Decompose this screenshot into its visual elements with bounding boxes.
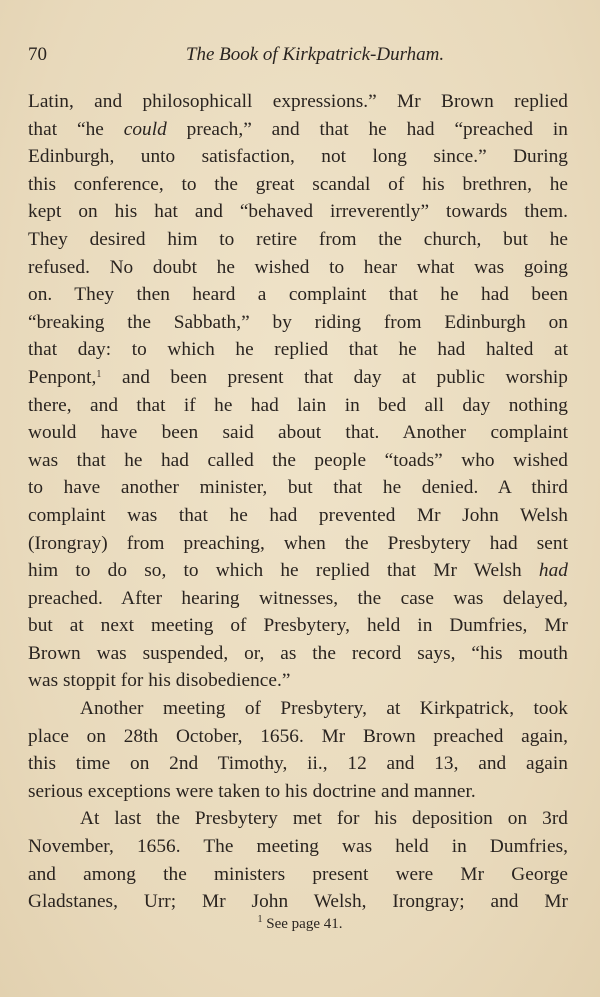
text-line <box>28 861 568 889</box>
footnote-text: See page 41. <box>262 916 343 932</box>
text-line <box>28 226 568 254</box>
text-line <box>28 585 568 613</box>
line-text: was stoppit for his disobedience.” <box>28 670 291 692</box>
line-text-rest: preach,” and that he had “preached in <box>166 118 568 140</box>
text-line <box>28 805 568 833</box>
page-header <box>28 44 572 74</box>
text-line <box>28 281 568 309</box>
text-line <box>28 612 568 640</box>
line-text: “breaking the Sabbath,” by riding from Edinburgh on <box>28 311 568 333</box>
text-line <box>28 171 568 199</box>
line-text: kept on his hat and “behaved irreverently” towards them. <box>28 201 568 223</box>
line-text: They desired him to retire from the church, but he <box>28 228 568 250</box>
line-text: but at next meeting of Presbytery, held in Dumfries, Mr <box>28 615 568 637</box>
line-text: to have another minister, but that he denied. A third <box>28 477 568 499</box>
line-text-rest: and been present that day at public worship <box>101 366 568 388</box>
emphasis: had <box>538 560 568 582</box>
text-line <box>28 667 568 695</box>
text-line <box>28 474 568 502</box>
line-text: on. They then heard a complaint that he had been <box>28 284 568 306</box>
line-text: this conference, to the great scandal of his brethren, he <box>28 173 568 195</box>
line-text: was that he had called the people “toads” who wished <box>28 449 568 471</box>
text-line <box>28 833 568 861</box>
text-line <box>28 530 568 558</box>
page-number: 70 <box>28 44 47 65</box>
footnote-reference: 1 <box>96 368 102 380</box>
line-text: November, 1656. The meeting was held in Dumfries, <box>28 836 568 858</box>
text-line <box>28 888 568 916</box>
line-text: Gladstanes, Urr; Mr John Welsh, Irongray; and Mr <box>28 891 568 913</box>
line-text: Brown was suspended, or, as the record says, “his mouth <box>28 642 568 664</box>
line-text: and among the ministers present were Mr George <box>28 863 568 885</box>
running-title: The Book of Kirkpatrick-Durham. <box>185 44 445 65</box>
text-line <box>28 336 568 364</box>
line-text: preached. After hearing witnesses, the case was delayed, <box>28 587 568 609</box>
line-text: this time on 2nd Timothy, ii., 12 and 13, and again <box>28 753 568 775</box>
text-line <box>28 88 568 116</box>
text-line <box>28 116 568 144</box>
text-line <box>28 143 568 171</box>
line-text: him to do so, to which he replied that Mr Welsh <box>28 560 539 582</box>
text-line <box>28 364 568 392</box>
line-text: (Irongray) from preaching, when the Presbytery had sent <box>28 532 568 554</box>
text-line <box>28 419 568 447</box>
text-line <box>28 502 568 530</box>
text-line <box>28 557 568 585</box>
text-line <box>28 695 568 723</box>
line-text: complaint was that he had prevented Mr John Welsh <box>28 504 568 526</box>
text-line <box>28 750 568 778</box>
line-text: would have been said about that. Another complaint <box>28 422 568 444</box>
line-text: Edinburgh, unto satisfaction, not long since.” During <box>28 146 568 168</box>
emphasis: could <box>123 118 167 140</box>
line-text: Latin, and philosophicall expressions.” Mr Brown replied <box>28 91 568 112</box>
line-text: serious exceptions were taken to his doctrine and manner. <box>28 780 476 802</box>
line-text: Penpont, <box>28 366 97 388</box>
line-text: that “he <box>28 118 124 140</box>
line-text: refused. No doubt he wished to hear what was going <box>28 256 568 278</box>
text-line <box>28 392 568 420</box>
text-line <box>28 309 568 337</box>
line-text: place on 28th October, 1656. Mr Brown preached again, <box>28 725 568 747</box>
text-line <box>28 254 568 282</box>
text-line <box>28 640 568 668</box>
body-text <box>28 88 568 916</box>
line-text: Another meeting of Presbytery, at Kirkpatrick, took <box>80 698 568 720</box>
footnote-marker: 1 <box>257 914 263 925</box>
footnote <box>0 916 600 933</box>
text-line <box>28 778 568 806</box>
line-text: that day: to which he replied that he had halted at <box>28 339 568 361</box>
text-line <box>28 198 568 226</box>
line-text: there, and that if he had lain in bed all day nothing <box>28 394 568 416</box>
line-text: At last the Presbytery met for his deposition on 3rd <box>80 808 568 830</box>
text-line <box>28 447 568 475</box>
text-line <box>28 723 568 751</box>
